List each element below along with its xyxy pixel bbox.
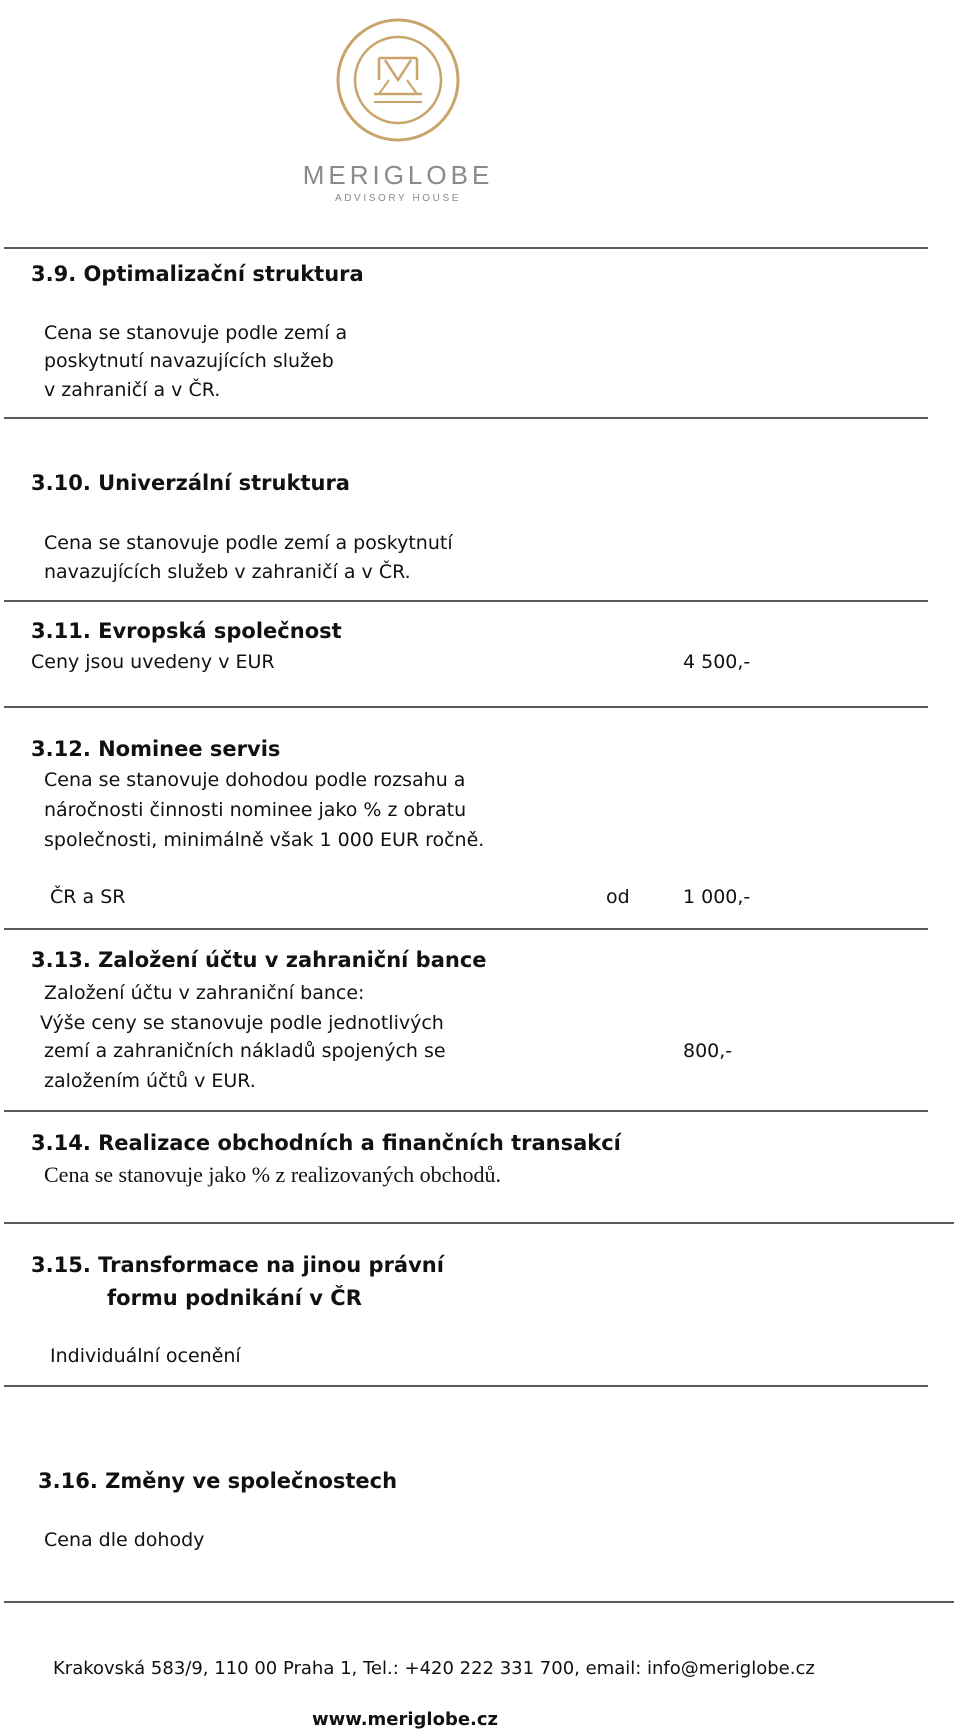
divider bbox=[4, 928, 928, 930]
section-text-line: navazujících služeb v zahraničí a v ČR. bbox=[44, 561, 411, 583]
brand-tagline: ADVISORY HOUSE bbox=[334, 193, 462, 204]
price-value: 800,- bbox=[683, 1040, 733, 1062]
price-value: 1 000,- bbox=[683, 886, 751, 908]
divider bbox=[4, 1110, 928, 1112]
divider bbox=[4, 1601, 954, 1603]
meriglobe-logo-icon bbox=[336, 18, 460, 142]
section-text-line: Cena se stanovuje jako % z realizovaných obchodů. bbox=[44, 1162, 501, 1187]
divider bbox=[4, 1222, 954, 1224]
section-title: 3.15. Transformace na jinou právní bbox=[31, 1253, 444, 1277]
divider bbox=[4, 706, 928, 708]
section-title: 3.11. Evropská společnost bbox=[31, 619, 342, 643]
footer-address: Krakovská 583/9, 110 00 Praha 1, Tel.: +420 222 331 700, email: info@meriglobe.cz bbox=[53, 1658, 815, 1679]
section-text-line: společnosti, minimálně však 1 000 EUR ročně. bbox=[44, 829, 485, 851]
section-text-line: založením účtů v EUR. bbox=[44, 1070, 256, 1092]
section-text-line: Cena se stanovuje podle zemí a poskytnutí bbox=[44, 532, 453, 554]
section-text-line: Cena dle dohody bbox=[44, 1529, 205, 1551]
divider bbox=[4, 417, 928, 419]
section-title: 3.16. Změny ve společnostech bbox=[38, 1469, 398, 1493]
section-text-line: Založení účtu v zahraniční bance: bbox=[44, 982, 365, 1004]
section-text-line: Ceny jsou uvedeny v EUR bbox=[31, 651, 275, 673]
section-text-line: v zahraničí a v ČR. bbox=[44, 379, 221, 401]
price-prefix: od bbox=[606, 886, 630, 908]
section-title: 3.13. Založení účtu v zahraniční bance bbox=[31, 948, 487, 972]
row-label: ČR a SR bbox=[50, 886, 126, 908]
section-text-line: Cena se stanovuje podle zemí a bbox=[44, 322, 348, 344]
divider bbox=[4, 600, 928, 602]
section-text-line: Cena se stanovuje dohodou podle rozsahu a bbox=[44, 769, 466, 791]
footer-website[interactable]: www.meriglobe.cz bbox=[311, 1709, 499, 1730]
section-title: 3.14. Realizace obchodních a finančních transakcí bbox=[31, 1131, 621, 1155]
price-value: 4 500,- bbox=[683, 651, 751, 673]
divider bbox=[4, 247, 928, 249]
brand-name: MERIGLOBE bbox=[302, 160, 494, 190]
section-text-line: zemí a zahraničních nákladů spojených se bbox=[44, 1040, 446, 1062]
divider bbox=[4, 1385, 928, 1387]
section-title-continued: formu podnikání v ČR bbox=[107, 1286, 362, 1310]
section-title: 3.9. Optimalizační struktura bbox=[31, 262, 364, 286]
section-text-line: poskytnutí navazujících služeb bbox=[44, 350, 334, 372]
section-title: 3.12. Nominee servis bbox=[31, 737, 281, 761]
section-text-line: náročnosti činnosti nominee jako % z obratu bbox=[44, 799, 467, 821]
section-title: 3.10. Univerzální struktura bbox=[31, 471, 350, 495]
section-text-line: Výše ceny se stanovuje podle jednotlivých bbox=[40, 1012, 444, 1034]
section-text-line: Individuální ocenění bbox=[50, 1345, 241, 1367]
